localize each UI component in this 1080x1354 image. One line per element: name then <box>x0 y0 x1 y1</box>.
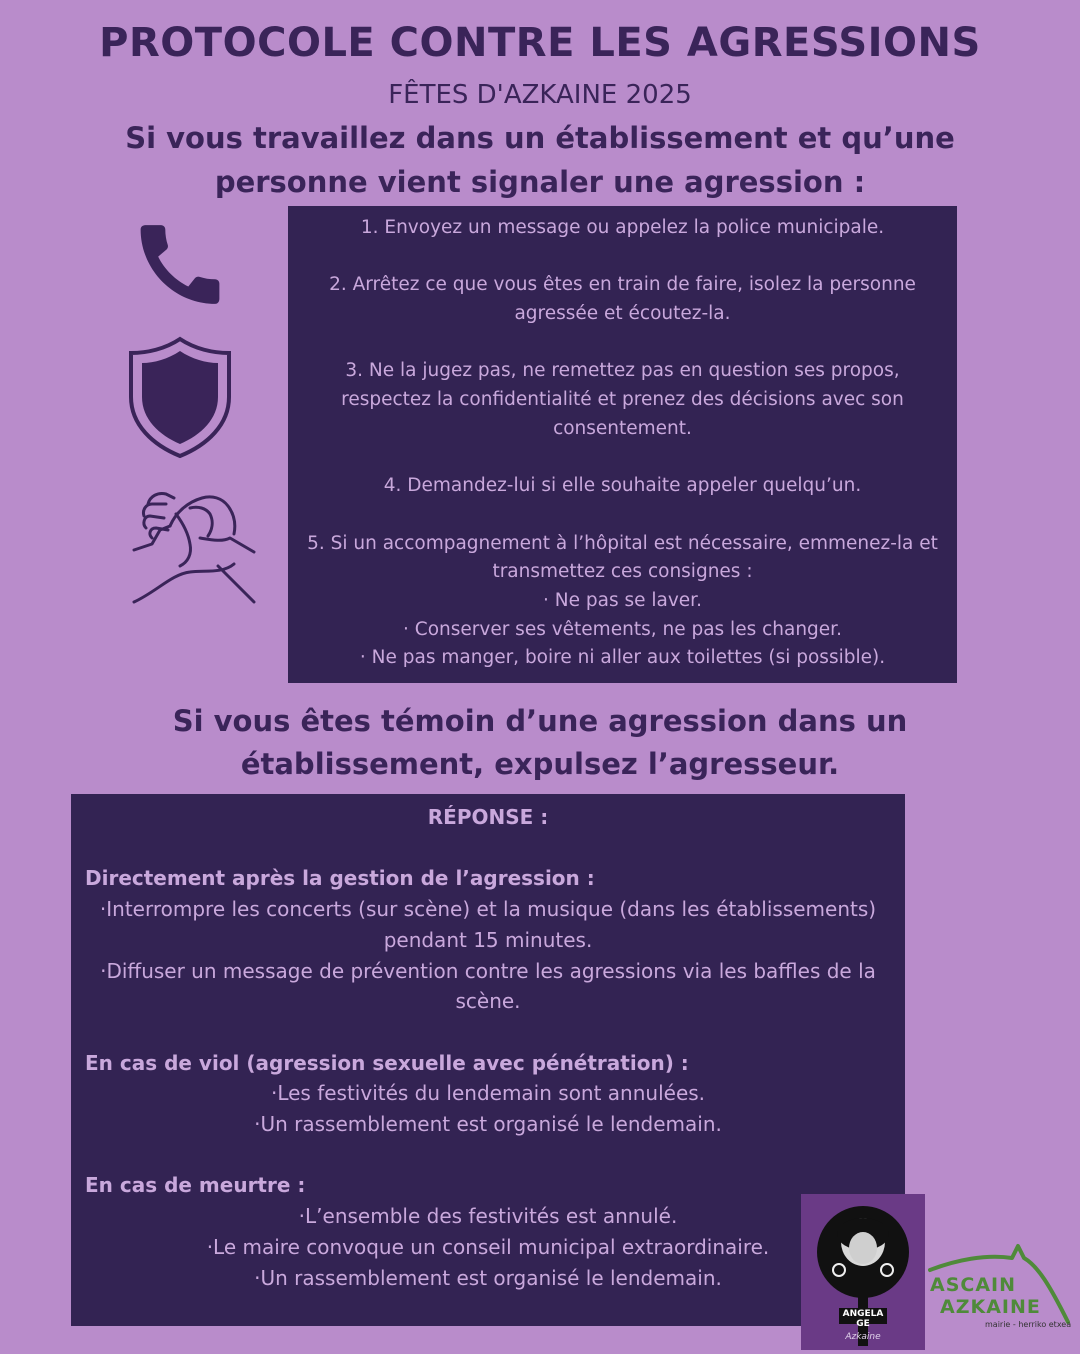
handshake-icon <box>130 482 258 610</box>
logo-tagline: mairie - herriko etxea <box>985 1320 1072 1329</box>
page-title: PROTOCOLE CONTRE LES AGRESSIONS <box>99 20 981 66</box>
step-2: 2. Arrêtez ce que vous êtes en train de faire, isolez la personne agressée et écoutez-la. <box>329 274 916 325</box>
step-5: 5. Si un accompagnement à l’hôpital est nécessaire, emmenez-la et transmettez ces consignes : <box>307 532 938 583</box>
murder-case-heading: En cas de meurtre : <box>85 1173 306 1198</box>
response-item: ·Le maire convoque un conseil municipal extraordinaire. <box>206 1234 770 1259</box>
rape-case-heading: En cas de viol (agression sexuelle avec pénétration) : <box>85 1050 689 1075</box>
response-item: ·Diffuser un message de prévention contre les agressions via les baffles de la scène. <box>100 958 876 1014</box>
response-item: ·Un rassemblement est organisé le lendemain. <box>254 1265 722 1290</box>
response-panel <box>71 794 905 1326</box>
shield-icon <box>125 335 235 460</box>
angela-ge-logo <box>801 1194 925 1350</box>
workers-heading: Si vous travaillez dans un établissement et qu’une personne vient signaler une agression : <box>125 121 955 199</box>
step-3: 3. Ne la jugez pas, ne remettez pas en question ses propos, respectez la confidentialité et prenez des décisions avec son consentement. <box>341 360 904 439</box>
phone-icon <box>125 212 235 317</box>
response-title: RÉPONSE : <box>427 805 549 829</box>
after-aggression-heading: Directement après la gestion de l’agression : <box>85 866 595 891</box>
logo-azkaine: AZKAINE <box>940 1296 1041 1318</box>
step-4: 4. Demandez-lui si elle souhaite appeler quelqu’un. <box>383 475 862 497</box>
response-item: ·Les festivités du lendemain sont annulées. <box>270 1081 706 1106</box>
response-item: ·Un rassemblement est organisé le lendemain. <box>254 1112 722 1136</box>
step-5-instruction: · Conserver ses vêtements, ne pas les changer. <box>403 618 842 640</box>
badge-name: ANGELA GE <box>842 1309 884 1329</box>
worker-steps-panel <box>288 206 957 683</box>
step-5-instruction: · Ne pas manger, boire ni aller aux toilettes (si possible). <box>359 647 886 669</box>
logo-ascain: ASCAIN <box>930 1274 1017 1296</box>
witness-heading: Si vous êtes témoin d’une agression dans un établissement, expulsez l’agresseur. <box>172 704 908 781</box>
step-5-instruction: · Ne pas se laver. <box>543 590 702 612</box>
step-1: 1. Envoyez un message ou appelez la police municipale. <box>360 217 885 238</box>
response-item: ·Interrompre les concerts (sur scène) et la musique (dans les établissements) pendant 15 minutes. <box>99 897 877 952</box>
badge-signature: Azkaine <box>845 1332 881 1342</box>
response-item: ·L’ensemble des festivités est annulé. <box>298 1204 678 1229</box>
page-subtitle: FÊTES D'AZKAINE 2025 <box>388 80 692 110</box>
